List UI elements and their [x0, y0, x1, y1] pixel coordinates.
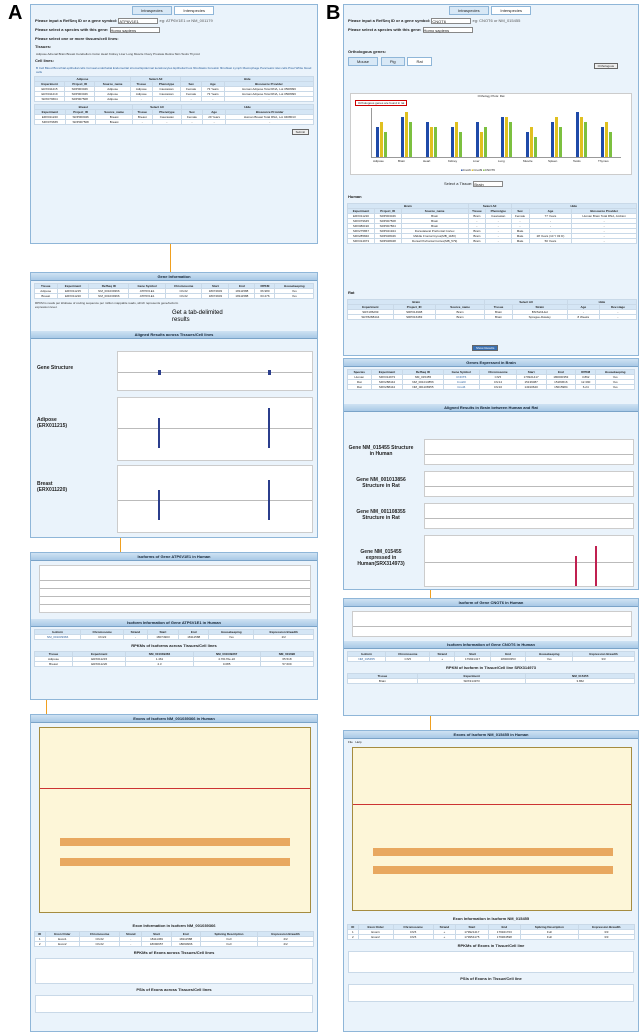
chart-bar: [484, 127, 487, 157]
a-iso-info-table: Isoform Chromosome Strand Start End Housekeeping Expression Breadth NM_001039366 Chr22 - 18074903 18111588 Yes 2/2: [34, 629, 314, 640]
table-row[interactable]: 2 Exon2 Chr22 - 18090957 18090966 Full 2/2: [34, 942, 313, 947]
chart-x-tick-label: Adipose: [373, 159, 384, 163]
chart-x-tick-label: Brain: [398, 159, 406, 163]
chart-x-tick-label: Testis: [573, 159, 581, 163]
table-row[interactable]: SRX079664 SRP007508 Adipose - - - - -: [34, 97, 313, 102]
b-psi-table: [348, 984, 634, 1002]
a-rpkm-note: RPKM is reads per kilobase of coding sequence per million mappable reads, which represents gene/isoform expression level.: [35, 301, 179, 309]
chart-bar: [601, 127, 604, 157]
table-row[interactable]: SRX186299 SRP014998 Brain Brain BN/SsNHsd - -: [348, 310, 637, 315]
b-species-select[interactable]: Homo sapiens: [423, 27, 473, 33]
chart-bar: [501, 117, 504, 157]
a-exons-title: Exons of Isoform NM_001039366 in Human: [31, 715, 317, 723]
a-rpkm-exon-title: RPKMs of Exons across Tissues/Cell lines: [133, 950, 215, 955]
a-rpkm-iso-title: RPKMs of Isoforms across Tissues/Cell lines: [131, 643, 217, 648]
b-aligned-title: Aligned Results in Brain between Human and Rat: [344, 404, 638, 412]
b-gene1-label: Gene NM_015455 Structure in Human: [348, 445, 414, 457]
chart-bar: [476, 122, 479, 157]
a-genome-track-1: [117, 351, 313, 391]
chart-x-tick-label: Spleen: [548, 159, 558, 163]
chart-bar: [426, 122, 429, 157]
chart-bar: [609, 132, 612, 157]
b-q2: Please select a species with this gene: Homo sapiens: [348, 27, 634, 33]
table-row[interactable]: SRX079645 SRP007508 Brain - - - - -: [348, 219, 637, 224]
a-genome-track-3: [117, 465, 313, 533]
b-exons-title: Exons of Isoform NM_015455 in Human: [344, 731, 638, 739]
b-exon-info-table: ID Exon Order Chromosome Strand Start End Splicing Description Expression Breadth 1 Exon1 Chr5 + 179921417 179921703 Full 3/3 2 Exon2 Chr5 + 179954175 179964598 Full 3/3: [347, 924, 635, 940]
a-isoform-track: [39, 565, 311, 613]
chart-bar: [580, 117, 583, 157]
chart-subtitle: Orthologous genes are found in rat: [355, 100, 407, 106]
tab-interspecies[interactable]: Interspecies: [491, 6, 531, 15]
a-iso-info-title: Isoform Information of Gene ATP6V1E1 in Human: [31, 619, 317, 627]
tab-intraspecies[interactable]: Intraspecies: [132, 6, 172, 15]
chart-bar: [384, 132, 387, 157]
a-tissue-list[interactable]: Adipose Adrenal Brain Breast Cerebellum Colon Heart Kidney Liver Lung Muscle Ovary Prostate Retina Skin Testis Thyroid: [36, 52, 200, 56]
chart-bar: [376, 127, 379, 157]
table-row[interactable]: Breast ERX011220 4.3 0.085 57.609: [34, 662, 313, 667]
table-row[interactable]: ERX011215 SRP003046 Adipose Adipose Caucasian Female 73 Years Human Adipose Total RNA, Lot 0508096: [34, 87, 313, 92]
b-expressed-panel: [343, 358, 639, 590]
a-gene-info-title: Gene Information: [31, 273, 317, 281]
a-isoforms-title: Isoforms of Gene ATP6V1E1 in Human: [31, 553, 317, 561]
chart-bar: [576, 112, 579, 157]
chart-x-tick-label: Kidney: [448, 159, 458, 163]
b-isoform-panel: [343, 598, 639, 716]
chart-bar: [505, 117, 508, 157]
b-rat-table: Brain Select All Hide Experiment Project_ID Source_name Tissue Strain Age Dev.stage SRX186299 SRP014998 Brain Brain BN/SsNHsd - - SRX5288444 SRP016483 Brain Brain Sprague-Dawley 8 Weeks -: [347, 299, 637, 320]
flow-arrow: [120, 538, 121, 552]
b-human-table: Brain Select All Hide Experiment Project_ID Source_name Tissue Phenotype Sex Age Biosource Provider ERX011220 SRP003046 Brain Brain Caucasian Female 77 Years Human Brain Total RNA, Ambion SRX079645 SRP007508 Brain - - - - - SRX080190 SRP007864 Brain - - - - - SRX275867 SRP021924 Dorsolateral Prefrontal Cortex Brain - Male - - SRX285840 SRP028046 Middle Frontal Gyrus(MB_1180) Brain - Male 28 Years (10 Y 03 D) - SRX314973 SRP028048 Dorsal Prefrontal Cortex(MB_579) Brain - Male 50 Years -: [347, 203, 637, 244]
tab-mouse[interactable]: Mouse: [348, 57, 378, 66]
table-row[interactable]: Rat SRX288444 NM_001013856 Cnot6l Chr14 15136087 15183616 12.390 Yes: [347, 380, 634, 385]
b-isoform-track: [352, 611, 632, 637]
chart-bar: [584, 122, 587, 157]
chart-x-tick-label: Liver: [473, 159, 480, 163]
chart-bar: [534, 137, 537, 157]
a-exons-panel: [30, 714, 318, 1032]
a-cell-list[interactable]: B Cell Blood Bronchial epithelial cells Corneal endothelial Endometrial stromal Epidermal keratinocytes Epithelial Foot fibroblasts Foreskin fibroblast Lymph Macrophage Pancreatic islet cells Pixel White blood cells: [36, 66, 312, 74]
chart-bar: [509, 122, 512, 157]
a-rpkm-exon-table: [35, 958, 313, 984]
chart-x-tick-label: Heart: [423, 159, 431, 163]
table-row[interactable]: SRX080190 SRP007864 Brain - - - - -: [348, 224, 637, 229]
a-aligned-title: Aligned Results across Tissues/Cell lines: [31, 331, 317, 339]
b-q1: Please input a RefSeq ID or a gene symbol: CNOT6 eg: CNOT6 or NM_015455: [348, 18, 521, 24]
b-expressed-title: Genes Expressed in Brain: [344, 359, 638, 367]
chart-x-tick-label: Muscle: [523, 159, 533, 163]
b-refseq-input[interactable]: CNOT6: [431, 18, 471, 24]
table-row[interactable]: NM_015455 Chr5 + 179921417 180000353 Yes 3/3: [347, 657, 634, 662]
b-tissue-select[interactable]: Brain: [473, 181, 503, 187]
b-show-results-button[interactable]: Show Results: [472, 345, 498, 351]
b-orthologous-button[interactable]: Orthologous: [594, 63, 618, 69]
chart-bar: [559, 127, 562, 157]
b-iso-info-title: Isoform Information of Gene CNOT6 in Human: [344, 641, 638, 649]
a-gene-structure-label: Gene Structure: [37, 365, 74, 371]
chart-bar: [605, 122, 608, 157]
b-human-heading: Human: [348, 194, 362, 199]
chart-legend: ■Cnot6 ■Cnot6l ■CNOT6: [461, 168, 495, 172]
b-exon-info-title: Exon Information in Isoform NM_015455: [452, 916, 530, 921]
chart-x-tick-label: Thymus: [598, 159, 609, 163]
b-ortho-chart: [350, 93, 632, 175]
a-submit-button[interactable]: Submit: [292, 129, 309, 135]
chart-x-labels: [371, 159, 621, 164]
table-row[interactable]: Adipose ERX011215 NM_001039366 ATP6V1E1 Chr22 18074903 18111588 66.980 Yes: [34, 289, 313, 294]
b-iso-info-table: Isoform Chromosome Strand Start End Housekeeping Expression Breadth NM_015455 Chr5 + 179921417 180000353 Yes 3/3: [347, 651, 635, 662]
chart-title: Orthology Plots: Rat: [477, 94, 505, 98]
b-genome-track-2: [424, 471, 634, 497]
b-rat-heading: Rat: [348, 290, 355, 295]
a-psi-table: [35, 995, 313, 1013]
b-menu: [348, 740, 634, 744]
tab-pig[interactable]: Pig: [381, 57, 405, 66]
b-expressed-table: Species Experiment RefSeq ID Gene Symbol Chromosome Start End RPKM Housekeeping Human SRX314973 NM_015455 CNOT6 Chr5 179921417 180000353 3.862 Yes Rat SRX288444 NM_001013856 Cnot6l Chr14 15136087 15183616 12.390 Yes Rat SRX288444 NM_001108355 Cnot6 Chr10 14910620 15015984 6.24 Yes: [347, 369, 635, 390]
table-row[interactable]: 2 Exon2 Chr5 + 179954175 179964598 Full 3/3: [347, 935, 634, 940]
chart-bar: [451, 127, 454, 157]
b-rpkm-table: Tissue Experiment NM_015455 Brain SRX314973 3.862: [347, 673, 635, 684]
table-row[interactable]: Rat SRX288444 NM_001108355 Cnot6 Chr10 14910620 15015984 6.24 Yes: [347, 385, 634, 390]
b-genome-track-4: [424, 535, 634, 587]
a-rpkm-iso-table: Tissue Experiment NM_001039366 NM_001039367 NM_001696 Adipose ERX011215 1.461 4.70170e-22 65.518 Breast ERX011220 4.3 0.085 57.609: [34, 651, 314, 667]
flow-arrow: [430, 590, 431, 598]
a-gene-info-table: Tissue Experiment RefSeq ID Gene Symbol Chromosome Start End RPKM Housekeeping Adipose ERX011215 NM_001039366 ATP6V1E1 Chr22 18074903 18111588 66.980 Yes Breast ERX011220 NM_001039366 ATP6V1E1 Chr22 18074903 18111588 63.276 Yes: [34, 283, 314, 299]
chart-bar: [430, 127, 433, 157]
a-exon-info-title: Exon Information in Isoform NM_001039366: [132, 923, 216, 928]
a-exon-info-table: ID Exon Order Chromosome Strand Start End Splicing Description Expression Breadth 1 Exon1 Chr22 - 18111369 18111588 Full 2/2 2 Exon2 Chr22 - 18090957 18090966 Full 2/2: [34, 931, 314, 947]
menu-help[interactable]: Help: [355, 740, 362, 744]
tab-rat[interactable]: Rat: [407, 57, 431, 66]
a-species-select[interactable]: Homo sapiens: [110, 27, 160, 33]
b-exons-panel: [343, 730, 639, 1032]
table-row[interactable]: Human SRX314973 NM_015455 CNOT6 Chr5 179921417 180000353 3.862 Yes: [347, 375, 634, 380]
chart-bar: [380, 122, 383, 157]
chart-plot-area: [371, 108, 621, 158]
chart-bar: [405, 112, 408, 157]
a-q2: Please select a species with this gene: Homo sapiens: [35, 27, 313, 33]
chart-bar: [409, 122, 412, 157]
a-refseq-input[interactable]: ATP6V1E1: [118, 18, 158, 24]
menu-file[interactable]: File: [348, 740, 353, 744]
a-q1: Please input a RefSeq ID or a gene symbol: ATP6V1E1 eg: ATP6V1E1 or NM_001179: [35, 18, 213, 24]
tab-interspecies[interactable]: Interspecies: [174, 6, 214, 15]
table-row[interactable]: SRX079665 SRP007508 Breast - - - - -: [34, 120, 313, 125]
b-psi-title: PSIs of Exons in Tissue/Cell line: [460, 976, 522, 981]
a-genome-track-2: [117, 397, 313, 461]
b-genome-track-3: [424, 503, 634, 529]
b-genome-browser[interactable]: [352, 747, 632, 911]
b-rpkm-exon-title: RPKMs of Exons in Tissue/Cell line: [457, 943, 525, 948]
a-breast-table: Breast Select All Hide Experiment Project_ID Source_name Tissue Phenotype Sex Age Biosource Provider ERX011220 SRP003046 Breast Breast Caucasian Female 29 Years Human Breast Total RNA, Lot 0408013 SRX079665 SRP007508 Breast - - - - -: [34, 104, 314, 125]
a-adipose-label: Adipose (ERX011215): [37, 417, 68, 429]
table-row[interactable]: Brain SRX314973 3.862: [347, 679, 634, 684]
a-tab-delimited-note: Get a tab-delimited results: [172, 310, 223, 323]
b-query-panel: [343, 4, 639, 356]
a-cells-heading: Cell lines:: [35, 58, 54, 63]
tab-intraspecies[interactable]: Intraspecies: [449, 6, 489, 15]
chart-bar: [401, 117, 404, 157]
b-gene2-label: Gene NM_001013856 Structure in Rat: [356, 477, 406, 489]
table-row[interactable]: SRX5288444 SRP016483 Brain Brain Sprague-Dawley 8 Weeks -: [348, 315, 637, 320]
table-row[interactable]: SRX314973 SRP028048 Dorsal Prefrontal Cortex(MB_579) Brain - Male 50 Years -: [348, 239, 637, 244]
table-row[interactable]: Adipose ERX011215 1.461 4.70170e-22 65.518: [34, 657, 313, 662]
b-ortho-heading: Orthologous genes:: [348, 49, 386, 54]
a-tissues-heading: Tissues:: [35, 44, 52, 49]
table-row[interactable]: NM_001039366 Chr22 - 18074903 18111588 Yes 2/2: [34, 635, 313, 640]
a-q3: Please select one or more tissues/cell lines:: [35, 36, 119, 41]
table-row[interactable]: 1 Exon1 Chr22 - 18111369 18111588 Full 2/2: [34, 937, 313, 942]
table-row[interactable]: ERX011220 SRP003046 Breast Breast Caucasian Female 29 Years Human Breast Total RNA, Lot 0408013: [34, 115, 313, 120]
a-query-panel: [30, 4, 318, 244]
table-row[interactable]: ERX011220 SRP003046 Brain Brain Caucasian Female 77 Years Human Brain Total RNA, Ambion: [348, 214, 637, 219]
b-rpkm-title: RPKM of Isoform in Tissue/Cell line SRX314973: [446, 665, 536, 670]
a-isoforms-panel: [30, 552, 318, 700]
b-isoform-title: Isoform of Gene CNOT6 in Human: [344, 599, 638, 607]
chart-bar: [555, 117, 558, 157]
a-genome-browser[interactable]: [39, 727, 311, 913]
b-gene3-label: Gene NM_001108355 Structure in Rat: [356, 509, 406, 521]
a-adipose-table: Adipose Select All Hide Experiment Project_ID Source_name Tissue Phenotype Sex Age Biosource Provider ERX011215 SRP003046 Adipose Adipose Caucasian Female 73 Years Human Adipose Total RNA, Lot 0508096 ERX011219 SRP003046 Adipose Adipose Caucasian Female 73 Years Human Adipose Total RNA, Lot 0508096 SRX079664 SRP007508 Adipose - - - - -: [34, 76, 314, 102]
flow-arrow: [46, 700, 47, 714]
table-row[interactable]: Breast ERX011220 NM_001039366 ATP6V1E1 Chr22 18074903 18111588 63.276 Yes: [34, 294, 313, 299]
chart-bar: [530, 127, 533, 157]
chart-bar: [551, 122, 554, 157]
table-row[interactable]: 1 Exon1 Chr5 + 179921417 179921703 Full 3/3: [347, 930, 634, 935]
chart-bar: [459, 132, 462, 157]
table-row[interactable]: ERX011219 SRP003046 Adipose Adipose Caucasian Female 73 Years Human Adipose Total RNA, Lot 0508096: [34, 92, 313, 97]
panel-label-b: B: [326, 2, 341, 24]
a-breast-label: Breast (ERX011220): [37, 481, 68, 493]
chart-bar: [434, 127, 437, 157]
chart-bar: [455, 122, 458, 157]
flow-arrow: [170, 244, 171, 272]
chart-bar: [480, 132, 483, 157]
table-row[interactable]: SRX285840 SRP028046 Middle Frontal Gyrus(MB_1180) Brain - Male 28 Years (10 Y 03 D) -: [348, 234, 637, 239]
flow-arrow: [430, 716, 431, 730]
chart-x-tick-label: Lung: [498, 159, 505, 163]
chart-bar: [526, 132, 529, 157]
b-rpkm-exon-table: [348, 951, 634, 973]
panel-label-a: A: [8, 2, 23, 24]
b-genome-track-1: [424, 439, 634, 465]
table-row[interactable]: SRX275867 SRP021924 Dorsolateral Prefrontal Cortex Brain - Male - -: [348, 229, 637, 234]
b-select-tissue: Select a Tissue: Brain: [444, 181, 503, 187]
a-psi-title: PSIs of Exons across Tissues/Cell lines: [136, 987, 212, 992]
b-gene4-label: Gene NM_015455 expressed in Human(SRX314973): [357, 549, 405, 567]
